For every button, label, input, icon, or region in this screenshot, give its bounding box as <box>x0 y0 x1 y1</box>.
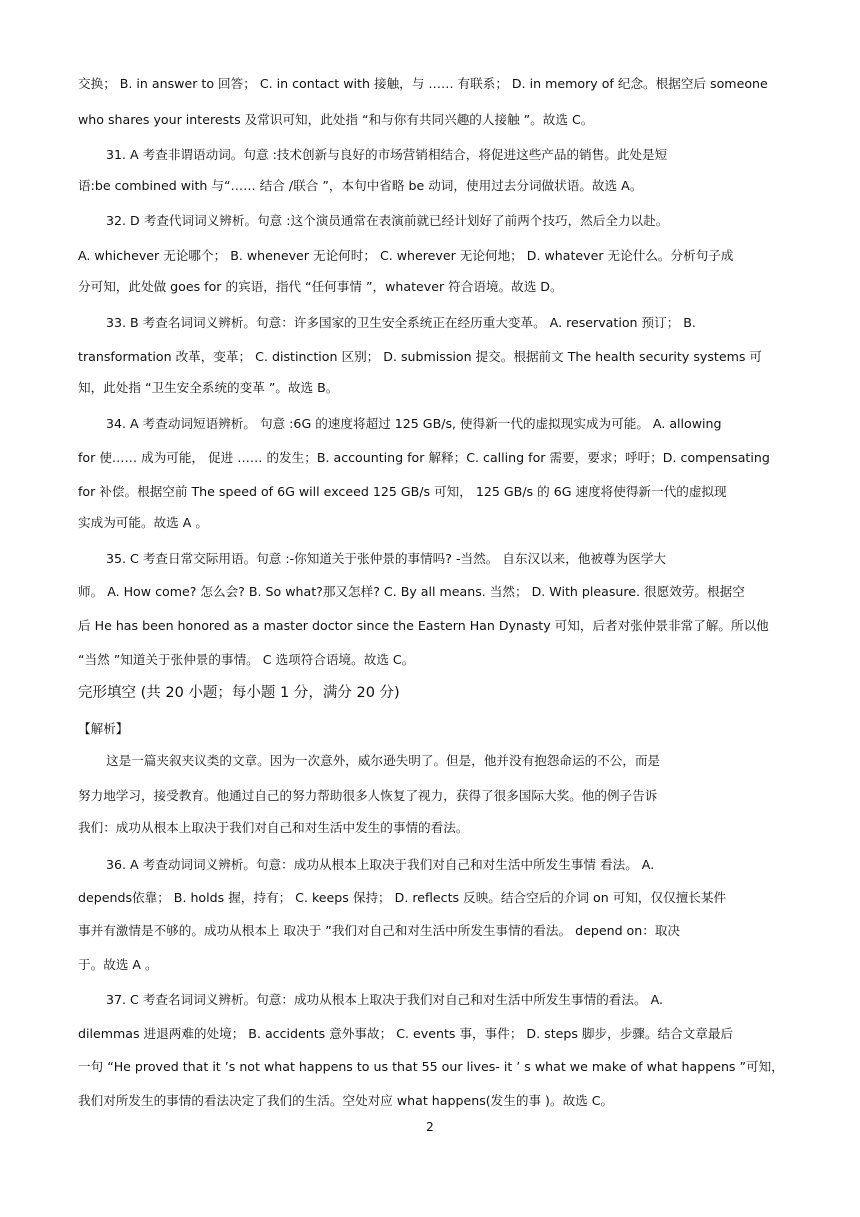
text-line: 于。故选 A 。 <box>78 957 158 972</box>
text-line: 这是一篇夹叙夹议类的文章。因为一次意外，威尔逊失明了。但是，他并没有抱怨命运的不公，而是 <box>106 753 661 768</box>
text-line: 一句 “He proved that it ’s not what happens to us that 55 our lives- it ’ s what we make of what happens ”可知， <box>78 1059 784 1074</box>
text-line: 31. A 考查非谓语动词。句意 :技术创新与良好的市场营销相结合，将促进这些产品的销售。此处是短 <box>106 147 668 162</box>
text-line: “当然 ”知道关于张仲景的事情。 C 选项符合语境。故选 C。 <box>78 652 415 667</box>
text-line: 师。 A. How come? 怎么会? B. So what?那又怎样? C. By all means. 当然； D. With pleasure. 很愿效劳。根据空 <box>78 584 745 599</box>
text-line: 事并有激情是不够的。成功从根本上 取决于 ”我们对自己和对生活中所发生事情的看法。 depend on：取决 <box>78 923 681 938</box>
text-line: 33. B 考查名词词义辨析。句意：许多国家的卫生安全系统正在经历重大变革。 A. reservation 预订； B. <box>106 315 696 330</box>
text-line: 语:be combined with 与“…… 结合 /联合 ”，本句中省略 be 动词，使用过去分词做状语。故选 A。 <box>78 178 643 193</box>
text-line: for 使…… 成为可能， 促进 …… 的发生；B. accounting for 解释；C. calling for 需要，要求；呼吁；D. compensating <box>78 450 770 465</box>
text-line: 32. D 考查代词词义辨析。句意 :这个演员通常在表演前就已经计划好了前两个技巧，然后全力以赴。 <box>106 213 669 228</box>
section-heading: 完形填空 (共 20 小题；每小题 1 分，满分 20 分) <box>78 685 400 701</box>
text-line: 我们：成功从根本上取决于我们对自己和对生活中发生的事情的看法。 <box>78 820 469 835</box>
text-line: who shares your interests 及常识可知，此处指 “和与你有共同兴趣的人接触 ”。故选 C。 <box>78 112 594 127</box>
text-line: 后 He has been honored as a master doctor since the Eastern Han Dynasty 可知，后者对张仲景非常了解。所以他 <box>78 618 769 633</box>
text-line: transformation 改革，变革； C. distinction 区别； D. submission 提交。根据前文 The health security systems 可 <box>78 349 763 364</box>
text-line: 交换； B. in answer to 回答； C. in contact with 接触，与 …… 有联系； D. in memory of 纪念。根据空后 someone <box>78 76 768 91</box>
text-line: 知，此处指 “卫生安全系统的变革 ”。故选 B。 <box>78 380 339 395</box>
text-line: depends依靠； B. holds 握，持有； C. keeps 保持； D. reflects 反映。结合空后的介词 on 可知，仅仅擅长某件 <box>78 890 727 905</box>
text-line: 35. C 考查日常交际用语。句意 :-你知道关于张仲景的事情吗? -当然。 自东汉以来，他被尊为医学大 <box>106 551 667 566</box>
text-line: for 补偿。根据空前 The speed of 6G will exceed 125 GB/s 可知， 125 GB/s 的 6G 速度将使得新一代的虚拟现 <box>78 484 727 499</box>
page-number: 2 <box>426 1120 434 1134</box>
text-line: 34. A 考查动词短语辨析。 句意 :6G 的速度将超过 125 GB/s, 使得新一代的虚拟现实成为可能。 A. allowing <box>106 416 722 431</box>
text-line: 37. C 考查名词词义辨析。句意：成功从根本上取决于我们对自己和对生活中所发生事情的看法。 A. <box>106 992 663 1007</box>
text-line: 分可知，此处做 goes for 的宾语，指代 “任何事情 ”，whatever 符合语境。故选 D。 <box>78 279 563 294</box>
text-line: 我们对所发生的事情的看法决定了我们的生活。空处对应 what happens(发生的事 )。故选 C。 <box>78 1093 614 1108</box>
text-line: dilemmas 进退两难的处境； B. accidents 意外事故； C. events 事，事件； D. steps 脚步，步骤。结合文章最后 <box>78 1026 734 1041</box>
analysis-label: 【解析】 <box>78 721 129 736</box>
text-line: A. whichever 无论哪个； B. whenever 无论何时； C. wherever 无论何地； D. whatever 无论什么。分析句子成 <box>78 248 734 263</box>
text-line: 36. A 考查动词词义辨析。句意：成功从根本上取决于我们对自己和对生活中所发生事情 看法。 A. <box>106 857 655 872</box>
text-line: 努力地学习，接受教育。他通过自己的努力帮助很多人恢复了视力，获得了很多国际大奖。他的例子告诉 <box>78 788 658 803</box>
text-line: 实成为可能。故选 A 。 <box>78 515 208 530</box>
